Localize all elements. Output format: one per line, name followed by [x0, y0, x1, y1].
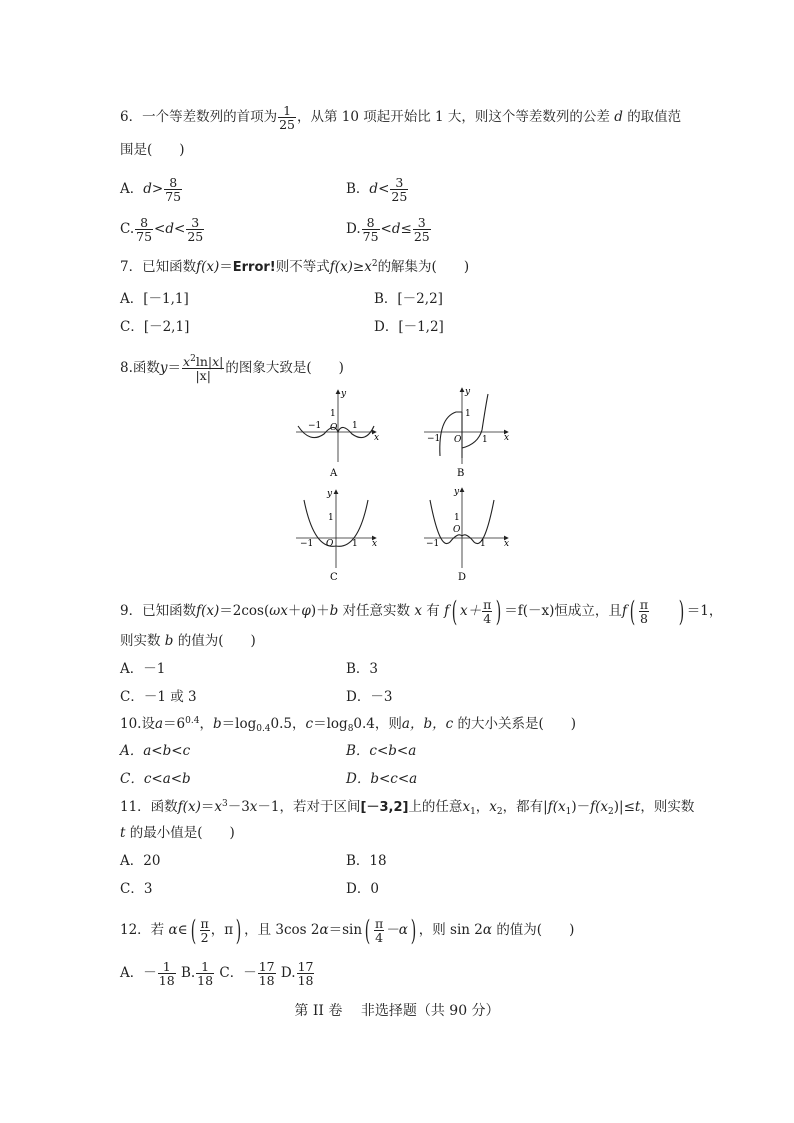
- svg-text:1: 1: [465, 409, 471, 419]
- q6-option-c[interactable]: C. $\frac{8}{75}$ <d< $\frac{3}{25}$: [120, 215, 204, 244]
- svg-text:O: O: [326, 539, 334, 549]
- q11-stem: 11．函数$f(x)=x^3-3x-1$，若对于区间[－3,2]上的任意$x_1$，$x_2$，都有$|f(x_1)-f(x_2)|\le t$，则实数: [120, 799, 695, 817]
- q11-option-c[interactable]: C．3: [120, 881, 153, 897]
- svg-text:1: 1: [480, 539, 486, 549]
- svg-text:−1: −1: [300, 539, 314, 549]
- svg-text:y: y: [341, 389, 347, 399]
- graph-b[interactable]: [424, 387, 509, 479]
- q10-option-a[interactable]: A．a<b<c: [120, 743, 191, 759]
- svg-text:1: 1: [352, 421, 358, 431]
- svg-text:x: x: [374, 433, 380, 443]
- svg-text:x: x: [504, 433, 510, 443]
- svg-text:x: x: [372, 539, 378, 549]
- q8-fraction: $\frac{x^2\ln|x|}{|x|}$: [183, 354, 224, 383]
- svg-text:−1: −1: [308, 421, 322, 431]
- svg-text:C: C: [330, 572, 338, 582]
- q10-option-d[interactable]: D．b<c<a: [346, 771, 418, 787]
- svg-text:−1: −1: [427, 434, 441, 444]
- q9-stem: 9．已知函数f(x)＝2cos(ωx＋φ)＋b 对任意实数 x 有 f( x＋ $\frac{\pi}{4}$ ) ＝f(－x)恒成立，且f( $\frac{\pi}{8}$ ) ＝1，: [120, 595, 723, 628]
- svg-text:1: 1: [482, 435, 488, 445]
- q6-option-d[interactable]: D. $\frac{8}{75}$ <d≤ $\frac{3}{25}$: [346, 215, 430, 244]
- q6-option-a[interactable]: A．d> $\frac{8}{75}$: [120, 175, 182, 204]
- q7-option-d[interactable]: D．[－1,2]: [374, 319, 444, 335]
- svg-text:A: A: [330, 468, 338, 479]
- svg-text:O: O: [453, 525, 461, 535]
- q9-option-a[interactable]: A．－1: [120, 661, 166, 677]
- graph-c[interactable]: [296, 489, 377, 582]
- q7-option-b[interactable]: B．[－2,2]: [374, 291, 443, 307]
- q10-option-b[interactable]: B．c<b<a: [346, 743, 417, 759]
- svg-text:1: 1: [328, 513, 334, 523]
- q12-option-a[interactable]: A．－ $\frac{1}{18}$: [120, 959, 175, 988]
- q10-option-c[interactable]: C．c<a<b: [120, 771, 191, 787]
- svg-text:B: B: [457, 468, 465, 479]
- svg-text:y: y: [327, 489, 333, 499]
- q7-option-c[interactable]: C．[－2,1]: [120, 319, 190, 335]
- q11-option-a[interactable]: A．20: [120, 853, 161, 869]
- svg-text:y: y: [465, 387, 471, 397]
- q11-option-d[interactable]: D．0: [346, 881, 379, 897]
- svg-text:y: y: [454, 487, 460, 497]
- graph-d[interactable]: [424, 487, 509, 582]
- q12-options: [120, 960, 315, 987]
- q9-stem-line2: 则实数 b 的值为( ): [120, 633, 256, 649]
- q8-stem: 8.函数y＝ $\frac{x^2\ln|x|}{|x|}$ 的图象大致是( ): [120, 354, 344, 383]
- q11-option-b[interactable]: B．18: [346, 853, 387, 869]
- q10-stem: 10.设$a=6^{0.4}$，$b=\log_{0.4}0.5$，$c=\log_80.4$，则a，b，c 的大小关系是( ): [120, 716, 577, 734]
- q9-option-d[interactable]: D．－3: [346, 689, 393, 705]
- svg-text:D: D: [458, 572, 467, 582]
- svg-text:1: 1: [454, 513, 460, 523]
- q12-option-b[interactable]: B. $\frac{1}{18}$: [180, 959, 214, 988]
- q7-stem: 7．已知函数f(x)＝Error!则不等式$f(x)\ge x^2$的解集为( ): [120, 259, 470, 275]
- svg-text:O: O: [454, 435, 462, 445]
- svg-text:1: 1: [352, 539, 358, 549]
- q6-stem-line2: 围是( ): [120, 142, 185, 158]
- q6-option-b[interactable]: B．d< $\frac{3}{25}$: [346, 175, 408, 204]
- q12-option-c[interactable]: C．－ $\frac{17}{18}$: [219, 959, 275, 988]
- q6-fraction: $\frac{1}{25}$: [279, 103, 295, 132]
- q12-option-d[interactable]: D. $\frac{17}{18}$: [280, 959, 314, 988]
- q6-stem: 6．一个等差数列的首项为 $\frac{1}{25}$ ，从第 10 项起开始比 1 大，则这个等差数列的公差 d 的取值范: [120, 103, 682, 132]
- svg-text:−1: −1: [426, 539, 440, 549]
- graph-a[interactable]: [296, 389, 379, 479]
- q7-option-a[interactable]: A．[－1,1]: [120, 291, 189, 307]
- q9-option-c[interactable]: C．－1 或 3: [120, 689, 197, 705]
- q8-graphs: [290, 382, 520, 582]
- q6-text: 6．一个等差数列的首项为: [120, 109, 278, 125]
- svg-text:1: 1: [330, 409, 336, 419]
- q11-stem-line2: t 的最小值是( ): [120, 825, 235, 841]
- svg-text:x: x: [504, 539, 510, 549]
- q12-stem: 12．若 α∈( $\frac{\pi}{2}$ ，π) ，且 3cos 2α＝sin( $\frac{\pi}{4}$ －α) ，则 sin 2α 的值为( ): [120, 914, 575, 947]
- section-title: 第 II 卷 非选择题（共 90 分）: [294, 1003, 500, 1019]
- svg-text:O: O: [330, 423, 338, 433]
- q9-option-b[interactable]: B．3: [346, 661, 379, 677]
